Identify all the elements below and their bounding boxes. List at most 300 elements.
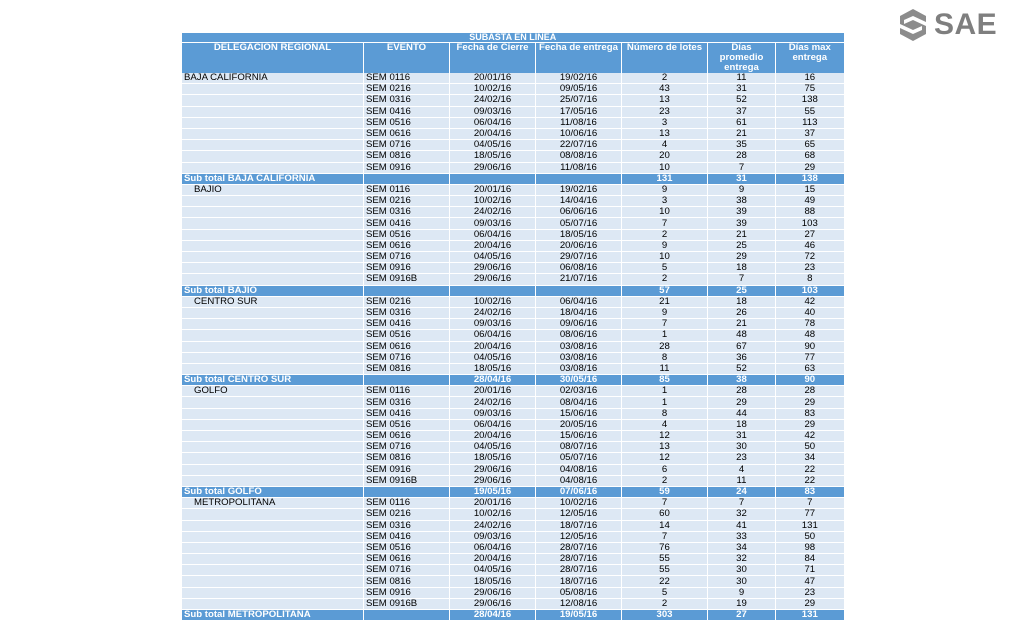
subtotal-fecha-cierre [450, 173, 536, 184]
table-row [182, 263, 844, 274]
fecha-cierre-cell: 18/05/16 [450, 453, 536, 464]
evento-cell: SEM 0316 [364, 307, 450, 318]
delegacion-cell: BAJÍO [182, 184, 364, 195]
table-row [182, 319, 844, 330]
subtotal-dias-max: 83 [776, 486, 844, 497]
table-row [182, 531, 844, 542]
fecha-entrega-cell: 29/07/16 [536, 252, 622, 263]
dias-promedio-cell: 44 [708, 408, 776, 419]
evento-cell: SEM 0916B [364, 475, 450, 486]
subtotal-lotes: 57 [622, 285, 708, 296]
evento-cell: SEM 0116 [364, 73, 450, 84]
delegacion-cell [182, 464, 364, 475]
dias-max-cell: 22 [776, 464, 844, 475]
dias-promedio-cell: 32 [708, 509, 776, 520]
lotes-cell: 2 [622, 598, 708, 609]
lotes-cell: 5 [622, 587, 708, 598]
fecha-cierre-cell: 06/04/16 [450, 419, 536, 430]
subtotal-row [182, 285, 844, 296]
lotes-cell: 13 [622, 128, 708, 139]
subtotal-evento [364, 285, 450, 296]
fecha-cierre-cell: 29/06/16 [450, 464, 536, 475]
lotes-cell: 14 [622, 520, 708, 531]
delegacion-cell [182, 229, 364, 240]
subtotal-label: Sub total METROPOLITANA [182, 610, 364, 621]
dias-promedio-cell: 39 [708, 207, 776, 218]
fecha-cierre-cell: 10/02/16 [450, 196, 536, 207]
table-row [182, 363, 844, 374]
fecha-entrega-cell: 15/06/16 [536, 408, 622, 419]
lotes-cell: 9 [622, 240, 708, 251]
fecha-entrega-cell: 12/08/16 [536, 598, 622, 609]
lotes-cell: 5 [622, 263, 708, 274]
fecha-cierre-cell: 10/02/16 [450, 509, 536, 520]
dias-max-cell: 29 [776, 419, 844, 430]
table-row [182, 240, 844, 251]
dias-max-cell: 77 [776, 352, 844, 363]
evento-cell: SEM 0916 [364, 464, 450, 475]
evento-cell: SEM 0716 [364, 565, 450, 576]
subtotal-fecha-cierre: 28/04/16 [450, 375, 536, 386]
dias-promedio-cell: 25 [708, 240, 776, 251]
dias-promedio-cell: 31 [708, 431, 776, 442]
fecha-cierre-cell: 20/04/16 [450, 554, 536, 565]
delegacion-cell [182, 151, 364, 162]
dias-promedio-cell: 48 [708, 330, 776, 341]
fecha-entrega-cell: 21/07/16 [536, 274, 622, 285]
evento-cell: SEM 0716 [364, 140, 450, 151]
delegacion-cell [182, 106, 364, 117]
dias-max-cell: 29 [776, 162, 844, 173]
delegacion-cell [182, 95, 364, 106]
subtotal-dias-promedio: 25 [708, 285, 776, 296]
fecha-cierre-cell: 06/04/16 [450, 542, 536, 553]
sae-logo [898, 6, 1016, 44]
dias-max-cell: 131 [776, 520, 844, 531]
table-row [182, 397, 844, 408]
dias-promedio-cell: 30 [708, 442, 776, 453]
subtotal-row [182, 375, 844, 386]
table-row [182, 341, 844, 352]
evento-cell: SEM 0416 [364, 531, 450, 542]
delegacion-cell [182, 207, 364, 218]
dias-max-cell: 7 [776, 498, 844, 509]
subtotal-evento [364, 610, 450, 621]
table-title: SUBASTA EN LÍNEA [182, 33, 844, 43]
dias-promedio-cell: 52 [708, 95, 776, 106]
delegacion-cell [182, 531, 364, 542]
fecha-entrega-cell: 12/05/16 [536, 509, 622, 520]
table-row [182, 498, 844, 509]
dias-promedio-cell: 37 [708, 106, 776, 117]
dias-max-cell: 40 [776, 307, 844, 318]
subtotal-fecha-cierre: 19/05/16 [450, 486, 536, 497]
fecha-cierre-cell: 20/01/16 [450, 73, 536, 84]
header-delegacion: DELEGACIÓN REGIONAL [182, 43, 364, 74]
dias-promedio-cell: 26 [708, 307, 776, 318]
evento-cell: SEM 0116 [364, 386, 450, 397]
fecha-cierre-cell: 29/06/16 [450, 263, 536, 274]
subtotal-dias-max: 138 [776, 173, 844, 184]
fecha-cierre-cell: 04/05/16 [450, 352, 536, 363]
fecha-cierre-cell: 24/02/16 [450, 397, 536, 408]
dias-max-cell: 28 [776, 386, 844, 397]
delegacion-cell [182, 475, 364, 486]
fecha-entrega-cell: 04/08/16 [536, 464, 622, 475]
evento-cell: SEM 0716 [364, 352, 450, 363]
dias-max-cell: 46 [776, 240, 844, 251]
delegacion-cell [182, 442, 364, 453]
lotes-cell: 28 [622, 341, 708, 352]
subtotal-fecha-cierre: 28/04/16 [450, 610, 536, 621]
dias-promedio-cell: 23 [708, 453, 776, 464]
subtotal-fecha-entrega: 07/06/16 [536, 486, 622, 497]
fecha-cierre-cell: 06/04/16 [450, 117, 536, 128]
dias-max-cell: 23 [776, 587, 844, 598]
table-row [182, 296, 844, 307]
table-row [182, 229, 844, 240]
dias-max-cell: 8 [776, 274, 844, 285]
dias-max-cell: 29 [776, 397, 844, 408]
evento-cell: SEM 0316 [364, 520, 450, 531]
table-row [182, 464, 844, 475]
table-row [182, 408, 844, 419]
delegacion-cell [182, 84, 364, 95]
dias-promedio-cell: 9 [708, 587, 776, 598]
table-row [182, 117, 844, 128]
dias-promedio-cell: 41 [708, 520, 776, 531]
table-title-row [182, 33, 844, 43]
fecha-entrega-cell: 18/05/16 [536, 229, 622, 240]
dias-max-cell: 68 [776, 151, 844, 162]
evento-cell: SEM 0116 [364, 498, 450, 509]
dias-max-cell: 42 [776, 431, 844, 442]
evento-cell: SEM 0616 [364, 341, 450, 352]
lotes-cell: 23 [622, 106, 708, 117]
dias-max-cell: 47 [776, 576, 844, 587]
dias-max-cell: 34 [776, 453, 844, 464]
dias-max-cell: 84 [776, 554, 844, 565]
subtotal-dias-max: 90 [776, 375, 844, 386]
header-fecha-cierre: Fecha de Cierre [450, 43, 536, 74]
table-row [182, 252, 844, 263]
fecha-entrega-cell: 19/02/16 [536, 184, 622, 195]
dias-promedio-cell: 28 [708, 151, 776, 162]
dias-promedio-cell: 18 [708, 419, 776, 430]
fecha-entrega-cell: 22/07/16 [536, 140, 622, 151]
auction-table-container [181, 33, 843, 621]
fecha-cierre-cell: 24/02/16 [450, 207, 536, 218]
lotes-cell: 4 [622, 419, 708, 430]
subtotal-lotes: 303 [622, 610, 708, 621]
subtotal-dias-promedio: 31 [708, 173, 776, 184]
fecha-entrega-cell: 14/04/16 [536, 196, 622, 207]
table-row [182, 453, 844, 464]
dias-promedio-cell: 7 [708, 162, 776, 173]
lotes-cell: 12 [622, 453, 708, 464]
fecha-entrega-cell: 04/08/16 [536, 475, 622, 486]
auction-table [181, 33, 844, 621]
subtotal-fecha-entrega: 30/05/16 [536, 375, 622, 386]
dias-promedio-cell: 21 [708, 128, 776, 139]
dias-promedio-cell: 29 [708, 397, 776, 408]
delegacion-cell: GOLFO [182, 386, 364, 397]
evento-cell: SEM 0416 [364, 106, 450, 117]
dias-max-cell: 63 [776, 363, 844, 374]
lotes-cell: 3 [622, 117, 708, 128]
lotes-cell: 11 [622, 363, 708, 374]
fecha-entrega-cell: 09/06/16 [536, 319, 622, 330]
evento-cell: SEM 0816 [364, 576, 450, 587]
fecha-entrega-cell: 05/07/16 [536, 453, 622, 464]
subtotal-evento [364, 173, 450, 184]
fecha-entrega-cell: 25/07/16 [536, 95, 622, 106]
dias-max-cell: 88 [776, 207, 844, 218]
dias-max-cell: 138 [776, 95, 844, 106]
evento-cell: SEM 0916 [364, 162, 450, 173]
lotes-cell: 3 [622, 196, 708, 207]
dias-promedio-cell: 29 [708, 252, 776, 263]
subtotal-lotes: 85 [622, 375, 708, 386]
dias-max-cell: 90 [776, 341, 844, 352]
dias-max-cell: 49 [776, 196, 844, 207]
delegacion-cell [182, 240, 364, 251]
table-row [182, 598, 844, 609]
subtotal-label: Sub total GOLFO [182, 486, 364, 497]
fecha-cierre-cell: 24/02/16 [450, 95, 536, 106]
header-numero-lotes: Número de lotes [622, 43, 708, 74]
evento-cell: SEM 0416 [364, 408, 450, 419]
fecha-cierre-cell: 29/06/16 [450, 475, 536, 486]
delegacion-cell [182, 453, 364, 464]
subtotal-fecha-entrega [536, 173, 622, 184]
delegacion-cell [182, 542, 364, 553]
delegacion-cell [182, 419, 364, 430]
table-row [182, 106, 844, 117]
lotes-cell: 7 [622, 498, 708, 509]
delegacion-cell: CENTRO SUR [182, 296, 364, 307]
evento-cell: SEM 0916B [364, 274, 450, 285]
lotes-cell: 7 [622, 218, 708, 229]
fecha-entrega-cell: 12/05/16 [536, 531, 622, 542]
lotes-cell: 8 [622, 352, 708, 363]
fecha-cierre-cell: 04/05/16 [450, 252, 536, 263]
dias-promedio-cell: 35 [708, 140, 776, 151]
evento-cell: SEM 0316 [364, 207, 450, 218]
subtotal-label: Sub total CENTRO SUR [182, 375, 364, 386]
fecha-entrega-cell: 03/08/16 [536, 352, 622, 363]
delegacion-cell [182, 319, 364, 330]
delegacion-cell [182, 307, 364, 318]
dias-max-cell: 23 [776, 263, 844, 274]
evento-cell: SEM 0216 [364, 84, 450, 95]
evento-cell: SEM 0116 [364, 184, 450, 195]
fecha-entrega-cell: 19/02/16 [536, 73, 622, 84]
subtotal-lotes: 131 [622, 173, 708, 184]
table-row [182, 151, 844, 162]
table-row [182, 162, 844, 173]
fecha-cierre-cell: 24/02/16 [450, 307, 536, 318]
evento-cell: SEM 0516 [364, 542, 450, 553]
lotes-cell: 7 [622, 319, 708, 330]
evento-cell: SEM 0316 [364, 95, 450, 106]
lotes-cell: 55 [622, 565, 708, 576]
fecha-cierre-cell: 04/05/16 [450, 565, 536, 576]
table-row [182, 419, 844, 430]
evento-cell: SEM 0816 [364, 151, 450, 162]
lotes-cell: 2 [622, 73, 708, 84]
fecha-cierre-cell: 09/03/16 [450, 319, 536, 330]
evento-cell: SEM 0716 [364, 442, 450, 453]
lotes-cell: 22 [622, 576, 708, 587]
fecha-cierre-cell: 10/02/16 [450, 296, 536, 307]
fecha-entrega-cell: 28/07/16 [536, 554, 622, 565]
fecha-entrega-cell: 28/07/16 [536, 565, 622, 576]
fecha-cierre-cell: 09/03/16 [450, 106, 536, 117]
dias-max-cell: 113 [776, 117, 844, 128]
lotes-cell: 55 [622, 554, 708, 565]
table-row [182, 330, 844, 341]
fecha-cierre-cell: 18/05/16 [450, 151, 536, 162]
lotes-cell: 10 [622, 162, 708, 173]
fecha-entrega-cell: 17/05/16 [536, 106, 622, 117]
delegacion-cell [182, 218, 364, 229]
fecha-cierre-cell: 18/05/16 [450, 363, 536, 374]
table-row [182, 431, 844, 442]
dias-max-cell: 77 [776, 509, 844, 520]
delegacion-cell: METROPOLITANA [182, 498, 364, 509]
evento-cell: SEM 0616 [364, 128, 450, 139]
dias-promedio-cell: 32 [708, 554, 776, 565]
delegacion-cell [182, 598, 364, 609]
evento-cell: SEM 0216 [364, 296, 450, 307]
evento-cell: SEM 0616 [364, 431, 450, 442]
table-row [182, 307, 844, 318]
delegacion-cell [182, 330, 364, 341]
fecha-cierre-cell: 20/04/16 [450, 240, 536, 251]
delegacion-cell [182, 397, 364, 408]
dias-promedio-cell: 21 [708, 229, 776, 240]
delegacion-cell [182, 509, 364, 520]
dias-promedio-cell: 52 [708, 363, 776, 374]
table-row [182, 73, 844, 84]
delegacion-cell [182, 565, 364, 576]
dias-promedio-cell: 33 [708, 531, 776, 542]
dias-promedio-cell: 9 [708, 184, 776, 195]
lotes-cell: 1 [622, 386, 708, 397]
lotes-cell: 2 [622, 229, 708, 240]
lotes-cell: 10 [622, 207, 708, 218]
table-row [182, 274, 844, 285]
logo-text: SAE [934, 8, 998, 41]
delegacion-cell [182, 587, 364, 598]
lotes-cell: 21 [622, 296, 708, 307]
fecha-cierre-cell: 18/05/16 [450, 576, 536, 587]
subtotal-dias-max: 131 [776, 610, 844, 621]
dias-max-cell: 50 [776, 442, 844, 453]
table-row [182, 542, 844, 553]
fecha-entrega-cell: 08/08/16 [536, 151, 622, 162]
lotes-cell: 60 [622, 509, 708, 520]
delegacion-cell [182, 576, 364, 587]
fecha-entrega-cell: 03/08/16 [536, 363, 622, 374]
subtotal-dias-max: 103 [776, 285, 844, 296]
delegacion-cell [182, 352, 364, 363]
fecha-cierre-cell: 20/04/16 [450, 128, 536, 139]
delegacion-cell [182, 408, 364, 419]
fecha-entrega-cell: 06/06/16 [536, 207, 622, 218]
lotes-cell: 7 [622, 531, 708, 542]
dias-promedio-cell: 34 [708, 542, 776, 553]
header-dias-max: Días max entrega [776, 43, 844, 74]
fecha-entrega-cell: 08/06/16 [536, 330, 622, 341]
fecha-cierre-cell: 09/03/16 [450, 218, 536, 229]
fecha-entrega-cell: 15/06/16 [536, 431, 622, 442]
evento-cell: SEM 0616 [364, 240, 450, 251]
fecha-entrega-cell: 10/02/16 [536, 498, 622, 509]
evento-cell: SEM 0516 [364, 229, 450, 240]
table-row [182, 475, 844, 486]
dias-promedio-cell: 11 [708, 475, 776, 486]
table-row [182, 509, 844, 520]
table-row [182, 140, 844, 151]
delegacion-cell [182, 128, 364, 139]
evento-cell: SEM 0316 [364, 397, 450, 408]
subtotal-lotes: 59 [622, 486, 708, 497]
header-fecha-entrega: Fecha de entrega [536, 43, 622, 74]
fecha-cierre-cell: 29/06/16 [450, 162, 536, 173]
subtotal-row [182, 610, 844, 621]
evento-cell: SEM 0416 [364, 319, 450, 330]
table-row [182, 128, 844, 139]
evento-cell: SEM 0916 [364, 263, 450, 274]
dias-promedio-cell: 30 [708, 565, 776, 576]
table-header-row [182, 43, 844, 74]
evento-cell: SEM 0716 [364, 252, 450, 263]
fecha-cierre-cell: 20/01/16 [450, 498, 536, 509]
fecha-cierre-cell: 29/06/16 [450, 598, 536, 609]
fecha-cierre-cell: 04/05/16 [450, 140, 536, 151]
fecha-cierre-cell: 20/04/16 [450, 341, 536, 352]
delegacion-cell [182, 341, 364, 352]
table-row [182, 554, 844, 565]
fecha-cierre-cell: 10/02/16 [450, 84, 536, 95]
evento-cell: SEM 0516 [364, 117, 450, 128]
table-row [182, 565, 844, 576]
subtotal-evento [364, 486, 450, 497]
dias-max-cell: 98 [776, 542, 844, 553]
fecha-cierre-cell: 09/03/16 [450, 408, 536, 419]
fecha-entrega-cell: 18/07/16 [536, 520, 622, 531]
fecha-cierre-cell: 20/01/16 [450, 184, 536, 195]
header-evento: EVENTO [364, 43, 450, 74]
table-row [182, 352, 844, 363]
evento-cell: SEM 0416 [364, 218, 450, 229]
subtotal-evento [364, 375, 450, 386]
fecha-entrega-cell: 20/06/16 [536, 240, 622, 251]
delegacion-cell: BAJA CALIFORNIA [182, 73, 364, 84]
lotes-cell: 20 [622, 151, 708, 162]
delegacion-cell [182, 117, 364, 128]
fecha-entrega-cell: 11/08/16 [536, 117, 622, 128]
dias-promedio-cell: 19 [708, 598, 776, 609]
fecha-entrega-cell: 03/08/16 [536, 341, 622, 352]
sae-logo-icon [898, 8, 928, 42]
subtotal-label: Sub total BAJA CALIFORNIA [182, 173, 364, 184]
fecha-cierre-cell: 20/04/16 [450, 431, 536, 442]
fecha-cierre-cell: 06/04/16 [450, 330, 536, 341]
fecha-cierre-cell: 09/03/16 [450, 531, 536, 542]
